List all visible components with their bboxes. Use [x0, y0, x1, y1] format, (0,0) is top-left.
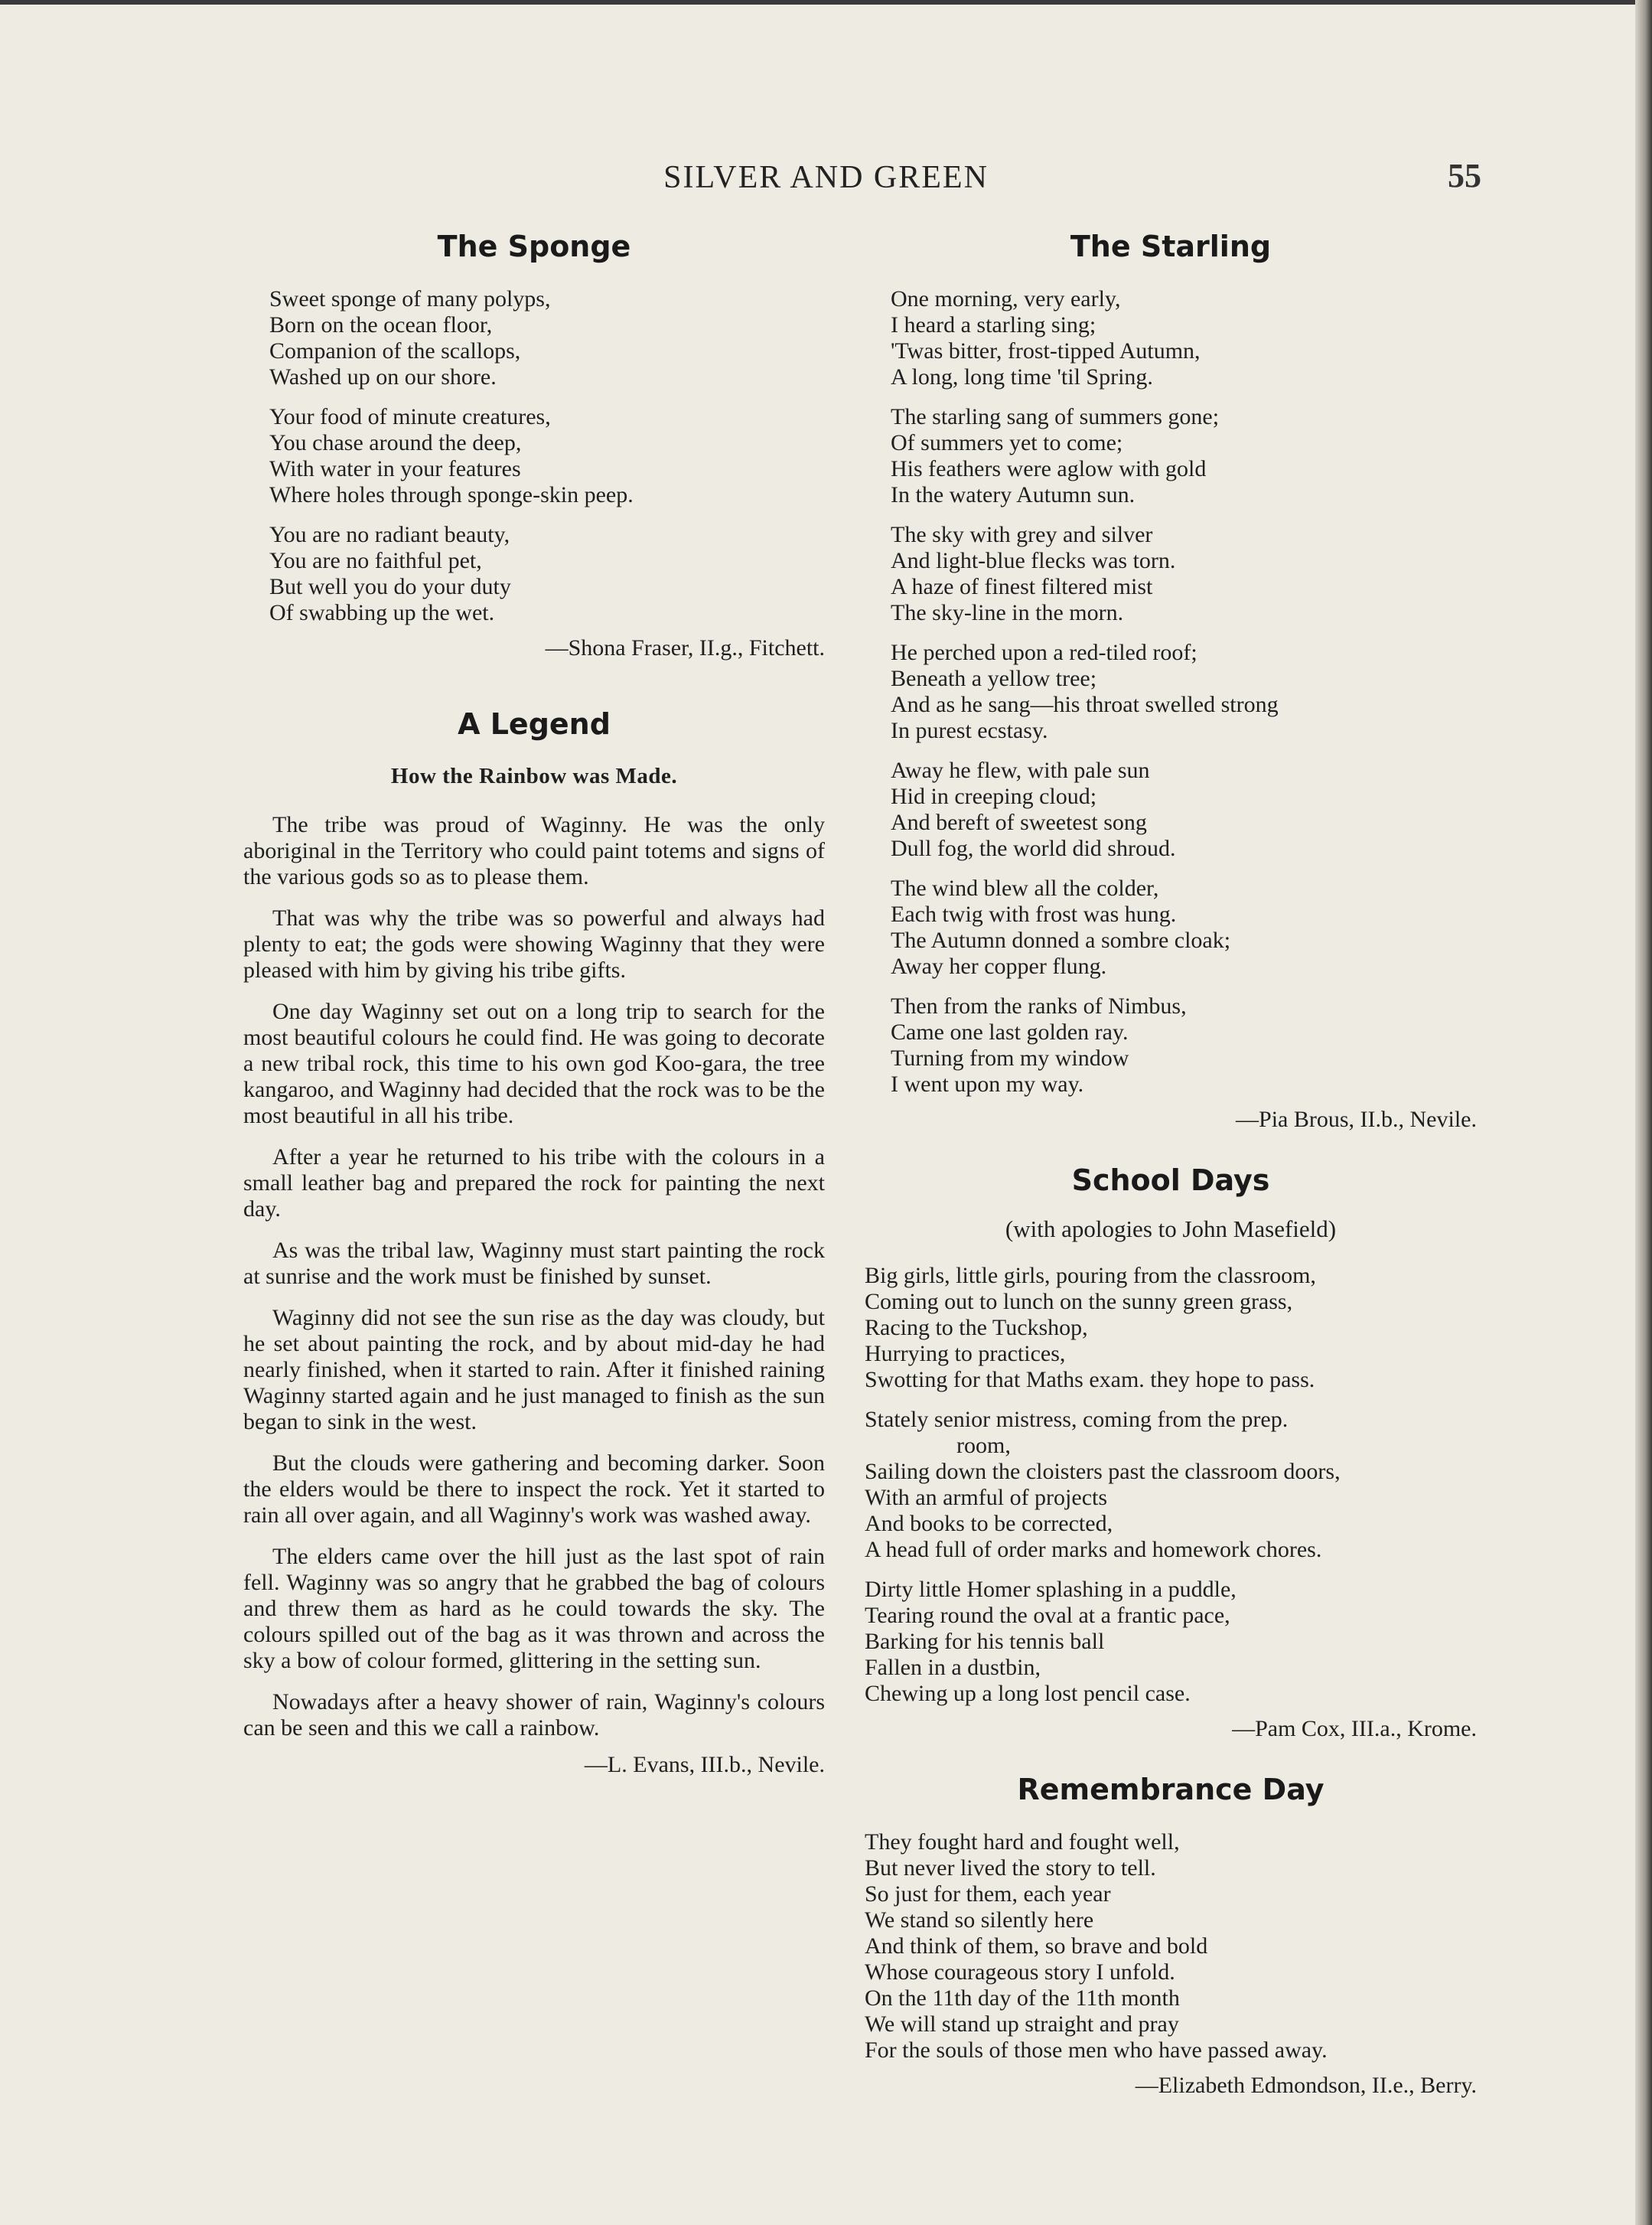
legend-title: A Legend	[458, 707, 611, 741]
poem-line: We stand so silently here	[865, 1907, 1094, 1933]
poem-line: His feathers were aglow with gold	[891, 456, 1207, 481]
stanza	[269, 522, 825, 626]
poem-line: You are no faithful pet,	[269, 548, 482, 573]
stanza	[891, 758, 1477, 862]
poem-line: Hid in creeping cloud;	[891, 784, 1097, 809]
right-column	[865, 230, 1477, 2099]
poem-line: Each twig with frost was hung.	[891, 902, 1177, 927]
page-spine-shadow	[1635, 0, 1652, 2225]
legend-paragraph: The elders came over the hill just as the last spot of rain fell. Waginny was so angry that he grabbed the bag of colours and threw them as hard as he could towards the sky. The colours spilled out of the bag as it was thrown and across the sky a bow of colour formed, glittering in the setting sun.	[243, 1544, 825, 1673]
poem-line: Big girls, little girls, pouring from the classroom,	[865, 1263, 1316, 1288]
poem-line: And books to be corrected,	[865, 1511, 1113, 1536]
poem-line: Sailing down the cloisters past the classroom doors,	[865, 1459, 1341, 1484]
remembrance-author: —Elizabeth Edmondson, II.e., Berry.	[1135, 2073, 1477, 2098]
stanza	[891, 522, 1477, 626]
poem-line: I heard a starling sing;	[891, 312, 1096, 338]
poem-line: The starling sang of summers gone;	[891, 404, 1220, 429]
remembrance-poem	[865, 1829, 1477, 2064]
starling-author: —Pia Brous, II.b., Nevile.	[1236, 1107, 1477, 1132]
poem-line: But never lived the story to tell.	[865, 1855, 1156, 1881]
legend-paragraph: Waginny did not see the sun rise as the day was cloudy, but he set about painting the rock, and by about mid-day he had nearly finished, when it started to rain. After it finished raining Waginny started again and he just managed to finish as the sun began to sink in the west.	[243, 1305, 825, 1434]
poem-line: Stately senior mistress, coming from the prep.	[865, 1407, 1289, 1432]
poem-line: You are no radiant beauty,	[269, 522, 510, 547]
poem-line: Barking for his tennis ball	[865, 1629, 1105, 1654]
poem-line: For the souls of those men who have passed away.	[865, 2037, 1328, 2063]
poem-line: In purest ecstasy.	[891, 718, 1048, 743]
starling-poem	[865, 286, 1477, 1098]
top-edge-rule	[0, 0, 1652, 5]
poem-line: Hurrying to practices,	[865, 1341, 1066, 1366]
poem-line: A head full of order marks and homework chores.	[865, 1537, 1322, 1562]
starling-title: The Starling	[1070, 230, 1272, 263]
poem-line: Where holes through sponge-skin peep.	[269, 482, 634, 507]
legend-paragraph: But the clouds were gathering and becoming darker. Soon the elders would be there to inspect the rock. Yet it started to rain all over again, and all Waginny's work was washed away.	[243, 1450, 825, 1528]
poem-line: Chewing up a long lost pencil case.	[865, 1681, 1191, 1706]
stanza	[891, 404, 1477, 508]
poem-line: And think of them, so brave and bold	[865, 1933, 1208, 1959]
legend-paragraph: That was why the tribe was so powerful and always had plenty to eat; the gods were showing Waginny that they were pleased with him by giving his tribe gifts.	[243, 905, 825, 983]
left-column	[243, 230, 825, 1778]
legend-paragraph: After a year he returned to his tribe with the colours in a small leather bag and prepared the rock for painting the next day.	[243, 1144, 825, 1222]
poem-line: Of swabbing up the wet.	[269, 600, 495, 625]
poem-line: The sky with grey and silver	[891, 522, 1153, 547]
stanza	[865, 1577, 1477, 1707]
legend-paragraph: Nowadays after a heavy shower of rain, Waginny's colours can be seen and this we call a rainbow.	[243, 1689, 825, 1741]
poem-line: Washed up on our shore.	[269, 364, 497, 390]
poem-line: And bereft of sweetest song	[891, 810, 1147, 835]
poem-line: Sweet sponge of many polyps,	[269, 286, 551, 312]
poem-line: Companion of the scallops,	[269, 338, 521, 364]
poem-line: Dirty little Homer splashing in a puddle,	[865, 1577, 1237, 1602]
poem-line: A haze of finest filtered mist	[891, 574, 1153, 599]
poem-line: Whose courageous story I unfold.	[865, 1959, 1175, 1985]
poem-line: Away he flew, with pale sun	[891, 758, 1150, 783]
legend-subtitle: How the Rainbow was Made.	[390, 764, 678, 788]
poem-line: Coming out to lunch on the sunny green grass,	[865, 1289, 1293, 1314]
legend-paragraph: As was the tribal law, Waginny must start painting the rock at sunrise and the work must be finished by sunset.	[243, 1238, 825, 1289]
poem-line: They fought hard and fought well,	[865, 1829, 1180, 1855]
poem-line: And as he sang—his throat swelled strong	[891, 692, 1279, 717]
sponge-author: —Shona Fraser, II.g., Fitchett.	[545, 635, 825, 661]
poem-line: The Autumn donned a sombre cloak;	[891, 928, 1231, 953]
poem-line: We will stand up straight and pray	[865, 2011, 1179, 2037]
poem-line: Came one last golden ray.	[891, 1020, 1129, 1045]
remembrance-title: Remembrance Day	[1017, 1773, 1325, 1806]
stanza	[865, 1263, 1477, 1393]
poem-line: I went upon my way.	[891, 1072, 1084, 1097]
poem-line: Swotting for that Maths exam. they hope to pass.	[865, 1367, 1315, 1392]
legend-author: —L. Evans, III.b., Nevile.	[584, 1752, 825, 1777]
poem-line: Fallen in a dustbin,	[865, 1655, 1041, 1680]
poem-line: So just for them, each year	[865, 1881, 1111, 1907]
stanza	[269, 404, 825, 508]
poem-line: In the watery Autumn sun.	[891, 482, 1136, 507]
poem-line: With an armful of projects	[865, 1485, 1108, 1510]
poem-line: And light-blue flecks was torn.	[891, 548, 1176, 573]
legend-paragraph: One day Waginny set out on a long trip to search for the most beautiful colours he could find. He was going to decorate a new tribal rock, this time to his own god Koo-gara, the tree kangaroo, and Waginny had decided that the rock was to be the most beautiful in all his tribe.	[243, 999, 825, 1128]
poem-line: You chase around the deep,	[269, 430, 522, 455]
school-days-poem	[865, 1263, 1477, 1707]
poem-line: Racing to the Tuckshop,	[865, 1315, 1088, 1340]
school-days-title: School Days	[1071, 1163, 1270, 1197]
poem-line: A long, long time 'til Spring.	[891, 364, 1153, 390]
poem-line: Turning from my window	[891, 1046, 1129, 1071]
sponge-poem	[243, 286, 825, 626]
running-title: SILVER AND GREEN	[663, 160, 989, 195]
poem-line: 'Twas bitter, frost-tipped Autumn,	[891, 338, 1201, 364]
page-number: 55	[1448, 157, 1481, 194]
poem-line: On the 11th day of the 11th month	[865, 1985, 1180, 2011]
poem-line: One morning, very early,	[891, 286, 1121, 312]
poem-line: Then from the ranks of Nimbus,	[891, 993, 1187, 1019]
poem-line: Your food of minute creatures,	[269, 404, 551, 429]
stanza	[269, 286, 825, 390]
poem-line: Of summers yet to come;	[891, 430, 1123, 455]
stanza	[891, 993, 1477, 1098]
poem-line: The sky-line in the morn.	[891, 600, 1124, 625]
sponge-title: The Sponge	[437, 230, 631, 263]
poem-line: Away her copper flung.	[891, 954, 1107, 979]
poem-line: He perched upon a red-tiled roof;	[891, 640, 1197, 665]
stanza	[891, 876, 1477, 980]
poem-line: Tearing round the oval at a frantic pace,	[865, 1603, 1230, 1628]
legend-paragraph: The tribe was proud of Waginny. He was the only aboriginal in the Territory who could paint totems and signs of the various gods so as to please them.	[243, 812, 825, 889]
poem-line: The wind blew all the colder,	[891, 876, 1159, 901]
poem-line: With water in your features	[269, 456, 521, 481]
poem-line: Dull fog, the world did shroud.	[891, 836, 1176, 861]
stanza	[865, 1407, 1477, 1563]
school-days-subtitle: (with apologies to John Masefield)	[1005, 1215, 1337, 1242]
poem-line: room,	[956, 1433, 1011, 1458]
stanza	[891, 286, 1477, 390]
poem-line: But well you do your duty	[269, 574, 511, 599]
school-days-author: —Pam Cox, III.a., Krome.	[1232, 1716, 1477, 1741]
poem-line: Beneath a yellow tree;	[891, 666, 1097, 691]
stanza	[891, 640, 1477, 744]
poem-line: Born on the ocean floor,	[269, 312, 493, 338]
